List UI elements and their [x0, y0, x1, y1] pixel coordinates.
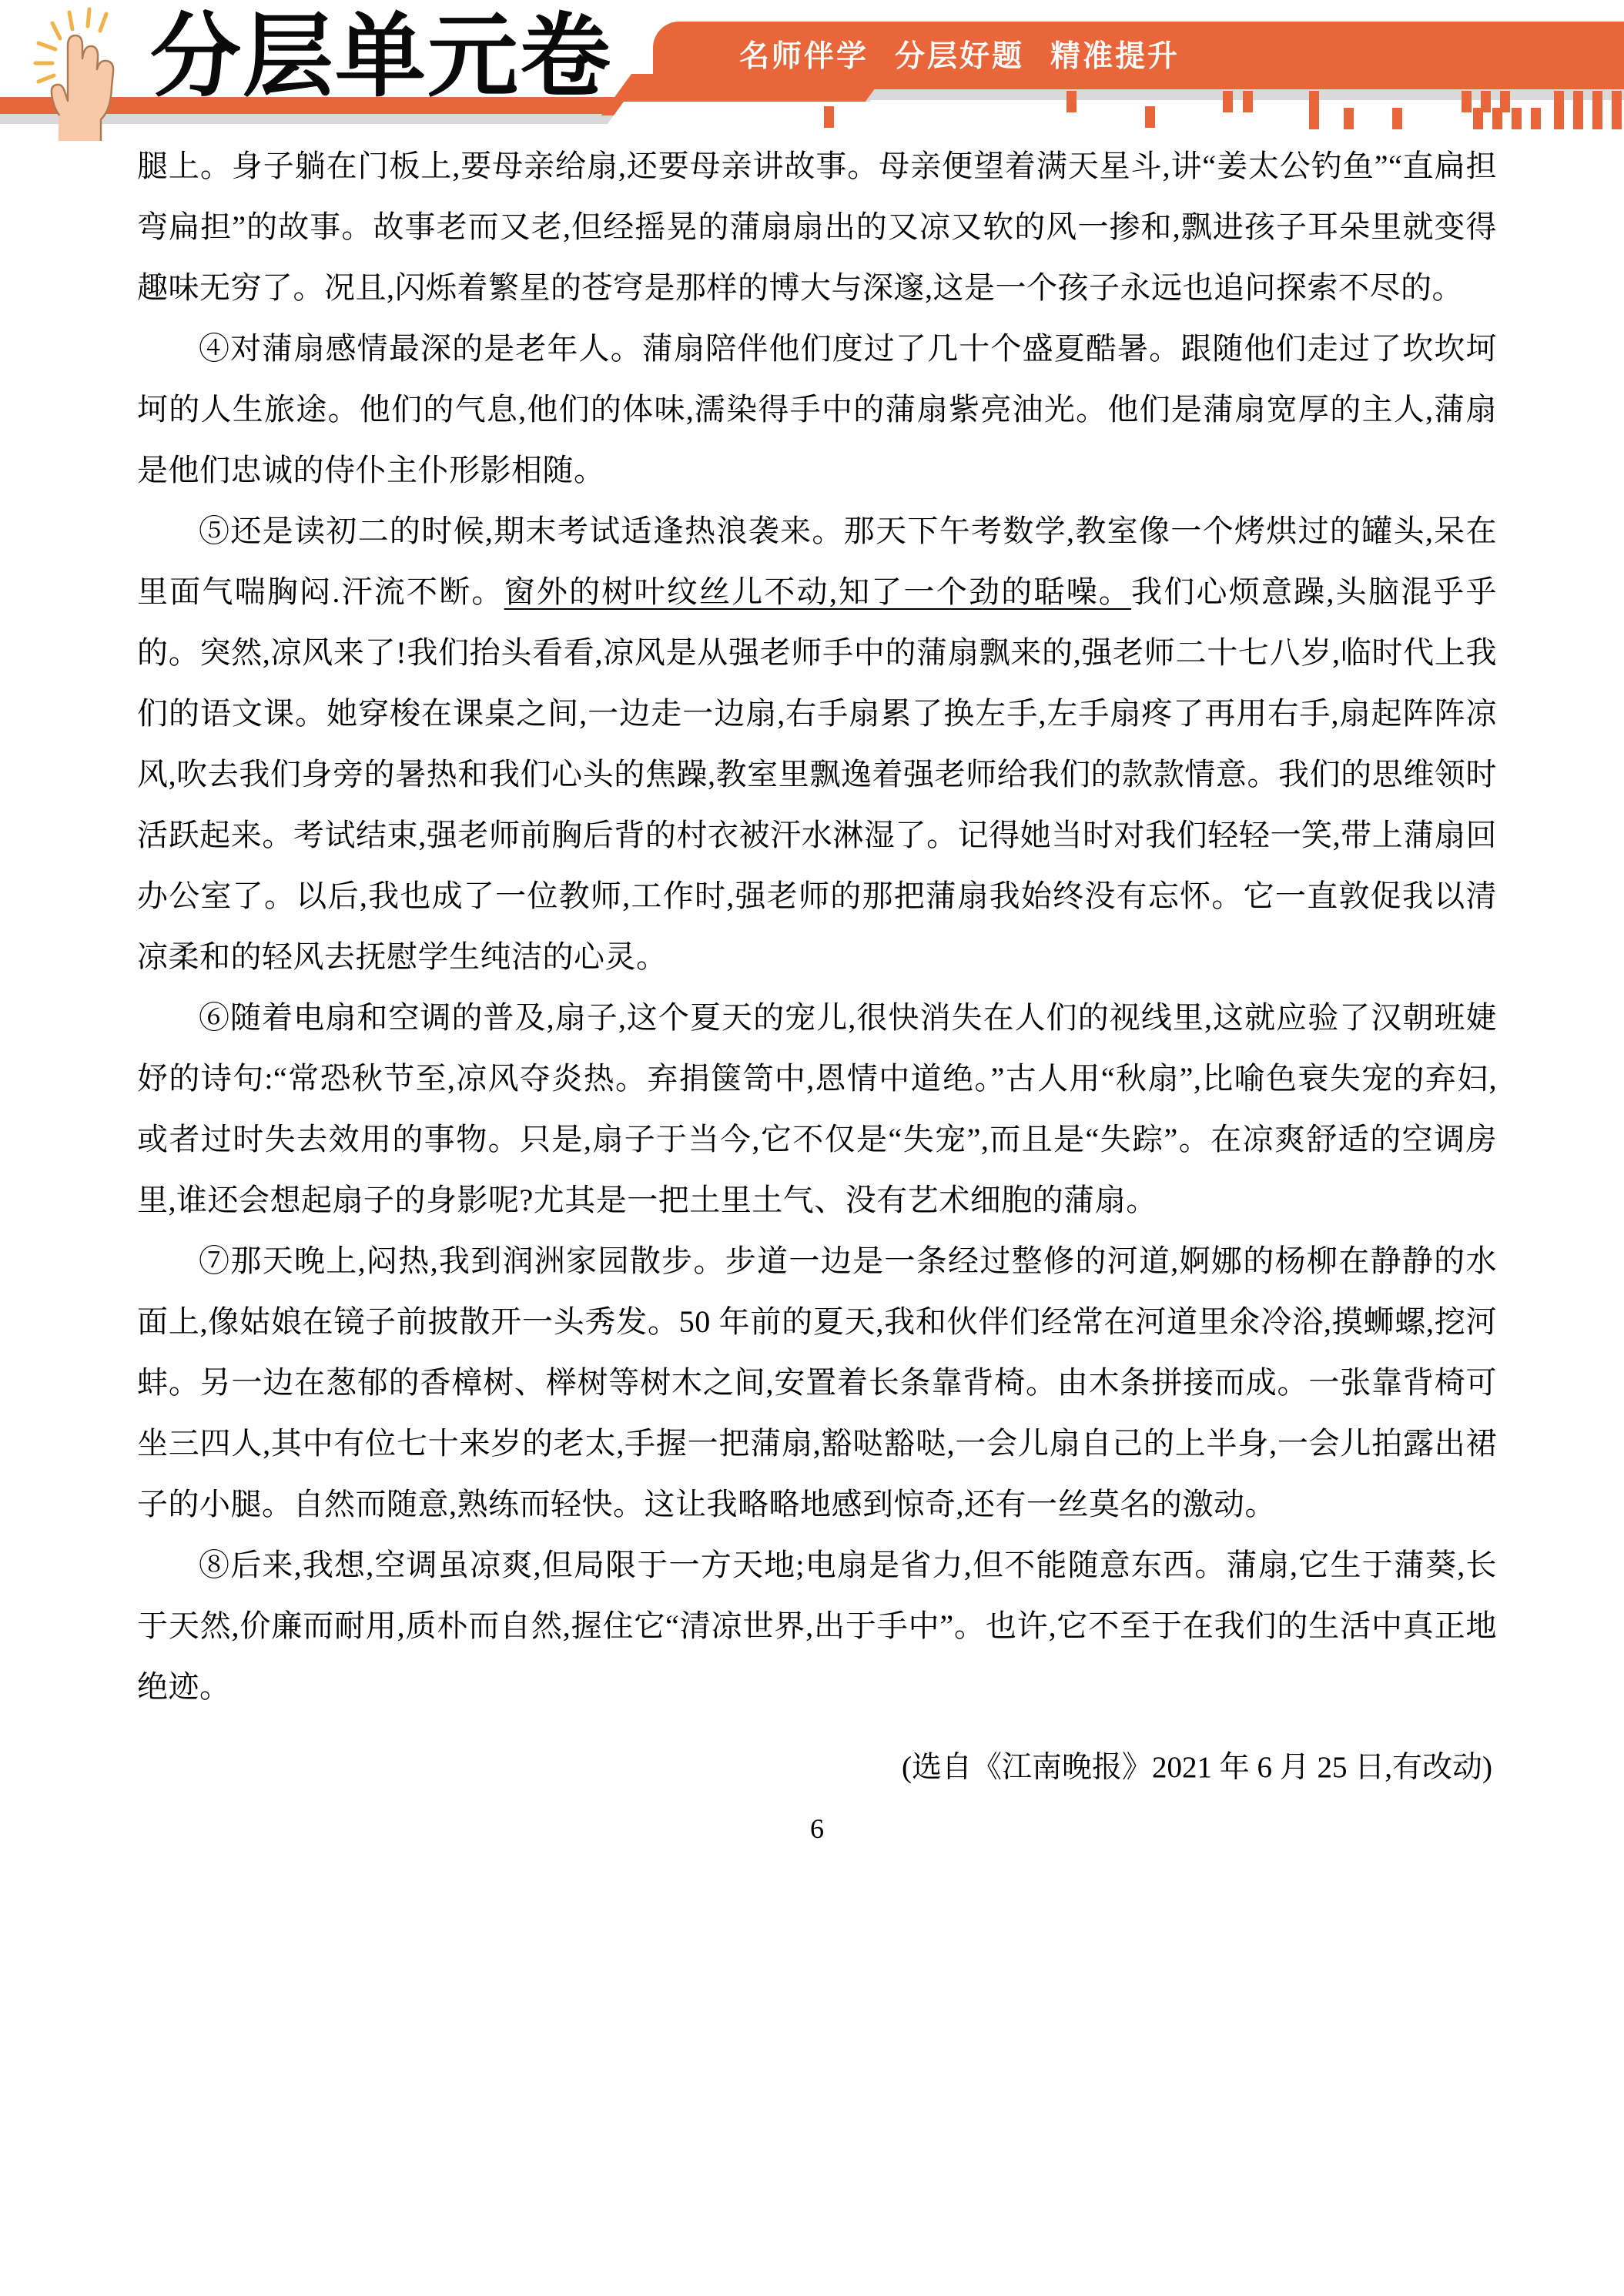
- header-banner-slogan: [739, 32, 1180, 75]
- page-header: [0, 0, 1624, 154]
- dash: [1243, 91, 1253, 112]
- para-8: [137, 1535, 1497, 1717]
- dash: [1392, 108, 1402, 129]
- underlined-sentence: 窗外的树叶纹丝儿不动,知了一个劲的聒噪。: [504, 574, 1132, 609]
- dash: [1223, 91, 1233, 112]
- text-run: ⑧后来,我想,空调虽凉爽,但局限于一方天地;电扇是省力,但不能随意东西。蒲扇,它生于蒲葵,长于天然,价廉而耐用,质朴而自然,握住它“清凉世界,出于手中”。也许,它不至于在我们的生活中真正地绝迹。: [137, 1548, 1497, 1704]
- dash: [1554, 108, 1564, 129]
- dash: [1462, 91, 1472, 112]
- para-5: [137, 500, 1497, 987]
- text-run: ⑤还是读初二的时候,期末考试适逢热浪袭来。那天下午考数学,教室像一个烤烘过的罐头,呆在里面气喘胸闷.汗流不断。: [137, 514, 1497, 609]
- banner-item-2: 精准提升: [1050, 40, 1180, 73]
- text-run: ⑥随着电扇和空调的普及,扇子,这个夏天的宠儿,很快消失在人们的视线里,这就应验了汉朝班婕妤的诗句:“常恐秋节至,凉风夺炎热。弃捐箧笥中,恩情中道绝。”古人用“秋扇”,比喻色衰失宠的弃妇,或者过时失去效用的事物。只是,扇子于当今,它不仅是“失宠”,而且是“失踪”。在凉爽舒适的空调房里,谁还会想起扇子的身影呢?尤其是一把土里土气、没有艺术细胞的蒲扇。: [137, 1000, 1497, 1217]
- dash: [824, 106, 834, 128]
- dash: [1592, 108, 1602, 129]
- page-number: 6: [810, 1813, 824, 1844]
- dash: [1309, 108, 1319, 129]
- para-4: [137, 318, 1497, 500]
- text-run: ⑦那天晚上,闷热,我到润洲家园散步。步道一边是一条经过整修的河道,婀娜的杨柳在静静的水面上,像姑娘在镜子前披散开一头秀发。50 年前的夏天,我和伙伴们经常在河道里氽冷浴,摸蛳螺,挖河蚌。另一边在葱郁的香樟树、榉树等树木之间,安置着长条靠背椅。由木条拼接而成。一张靠背椅可坐三四人,其中有位七十来岁的老太,手握一把蒲扇,豁哒豁哒,一会儿扇自己的上半身,一会儿拍露出裙子的小腿。自然而随意,熟练而轻快。这让我略略地感到惊奇,还有一丝莫名的激动。: [137, 1243, 1497, 1521]
- text-run: ④对蒲扇感情最深的是老年人。蒲扇陪伴他们度过了几十个盛夏酷暑。跟随他们走过了坎坎坷坷的人生旅途。他们的气息,他们的体味,濡染得手中的蒲扇紫亮油光。他们是蒲扇宽厚的主人,蒲扇是他们忠诚的侍仆主仆形影相随。: [137, 331, 1497, 487]
- para-7: [137, 1230, 1497, 1535]
- page-title: 分层单元卷: [150, 3, 613, 109]
- dash: [1512, 108, 1522, 129]
- dash: [1066, 91, 1077, 112]
- dash: [1145, 106, 1155, 128]
- banner-item-1: 分层好题: [895, 40, 1025, 73]
- dash: [1531, 108, 1541, 129]
- para-3-continued: [137, 136, 1497, 318]
- header-dash-decoration: [770, 77, 1624, 139]
- dash: [1612, 108, 1622, 129]
- dash: [1473, 108, 1483, 129]
- paragraph-container: [137, 136, 1497, 1717]
- raised-hand-icon: [23, 6, 154, 141]
- para-6: [137, 987, 1497, 1230]
- banner-item-0: 名师伴学: [739, 40, 869, 73]
- source-attribution: (选自《江南晚报》2021 年 6 月 25 日,有改动): [902, 1751, 1492, 1784]
- text-run: 腿上。身子躺在门板上,要母亲给扇,还要母亲讲故事。母亲便望着满天星斗,讲“姜太公钓鱼”“直扁担弯扁担”的故事。故事老而又老,但经摇晃的蒲扇扇出的又凉又软的风一掺和,飘进孩子耳朵里就变得趣味无穷了。况且,闪烁着繁星的苍穹是那样的博大与深邃,这是一个孩子永远也追问探索不尽的。: [137, 149, 1497, 305]
- dash: [1344, 108, 1354, 129]
- dash: [1573, 108, 1583, 129]
- dash: [1492, 108, 1502, 129]
- text-run: 我们心烦意躁,头脑混乎乎的。突然,凉风来了!我们抬头看看,凉风是从强老师手中的蒲扇飘来的,强老师二十七八岁,临时代上我们的语文课。她穿梭在课桌之间,一边走一边扇,右手扇累了换左手,左手扇疼了再用右手,扇起阵阵凉风,吹去我们身旁的暑热和我们心头的焦躁,教室里飘逸着强老师给我们的款款情意。我们的思维领时活跃起来。考试结束,强老师前胸后背的村衣被汗水淋湿了。记得她当时对我们轻轻一笑,带上蒲扇回办公室了。以后,我也成了一位教师,工作时,强老师的那把蒲扇我始终没有忘怀。它一直敦促我以清凉柔和的轻风去抚慰学生纯洁的心灵。: [137, 574, 1498, 974]
- article-body: [137, 136, 1497, 1852]
